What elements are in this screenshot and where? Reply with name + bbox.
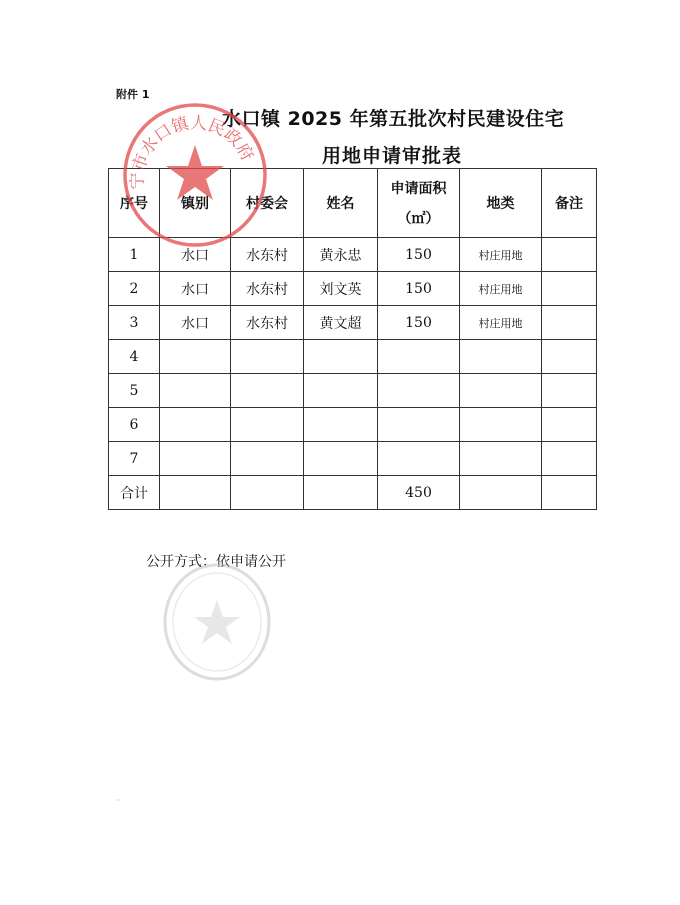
cell-remark <box>542 306 597 340</box>
cell-village <box>231 340 304 374</box>
total-area: 450 <box>378 476 460 510</box>
total-label: 合计 <box>109 476 160 510</box>
cell-area <box>378 442 460 476</box>
cell-no: 5 <box>109 374 160 408</box>
cell-no: 7 <box>109 442 160 476</box>
document-title: 水口镇 2025 年第五批次村民建设住宅 <box>222 108 565 130</box>
table-body <box>109 238 597 510</box>
cell-town: 水口 <box>160 306 231 340</box>
faded-seal <box>160 560 275 685</box>
cell-land <box>460 442 542 476</box>
cell-remark <box>542 442 597 476</box>
cell-town: 水口 <box>160 238 231 272</box>
cell-land <box>460 340 542 374</box>
official-seal <box>120 100 270 250</box>
svg-text:宁市水口镇人民政府: 宁市水口镇人民政府 <box>127 113 258 190</box>
table-row <box>109 408 597 442</box>
cell-town <box>160 442 231 476</box>
cell-area: 150 <box>378 272 460 306</box>
cell-remark <box>542 272 597 306</box>
cell-no: 1 <box>109 238 160 272</box>
cell-remark <box>542 408 597 442</box>
header-no: 序号 <box>109 169 160 238</box>
cell-empty <box>304 476 378 510</box>
cell-land: 村庄用地 <box>460 238 542 272</box>
cell-area <box>378 340 460 374</box>
cell-empty <box>231 476 304 510</box>
cell-land: 村庄用地 <box>460 272 542 306</box>
header-town: 镇别 <box>160 169 231 238</box>
cell-area: 150 <box>378 306 460 340</box>
cell-remark <box>542 374 597 408</box>
header-land: 地类 <box>460 169 542 238</box>
cell-no: 2 <box>109 272 160 306</box>
header-area-label: 申请面积 <box>390 181 447 197</box>
header-area <box>378 169 460 238</box>
disclosure-method: 公开方式：依申请公开 <box>146 554 286 570</box>
cell-area <box>378 374 460 408</box>
cell-name <box>304 442 378 476</box>
table-row <box>109 374 597 408</box>
cell-name: 黄文超 <box>304 306 378 340</box>
header-remark: 备注 <box>542 169 597 238</box>
cell-empty <box>542 476 597 510</box>
table-row <box>109 340 597 374</box>
cell-name: 黄永忠 <box>304 238 378 272</box>
cell-name <box>304 340 378 374</box>
table-row <box>109 442 597 476</box>
cell-land <box>460 374 542 408</box>
cell-empty <box>160 476 231 510</box>
cell-area: 150 <box>378 238 460 272</box>
table-row <box>109 272 597 306</box>
cell-village <box>231 442 304 476</box>
header-village: 村委会 <box>231 169 304 238</box>
cell-name: 刘文英 <box>304 272 378 306</box>
table-row <box>109 306 597 340</box>
cell-no: 3 <box>109 306 160 340</box>
cell-town <box>160 408 231 442</box>
cell-area <box>378 408 460 442</box>
cell-no: 6 <box>109 408 160 442</box>
cell-village <box>231 408 304 442</box>
cell-land <box>460 408 542 442</box>
document-subtitle: 用地申请审批表 <box>322 145 463 167</box>
scan-speck: · <box>117 796 120 805</box>
header-area-unit: （㎡） <box>397 211 440 227</box>
total-row <box>109 476 597 510</box>
cell-town: 水口 <box>160 272 231 306</box>
cell-no: 4 <box>109 340 160 374</box>
cell-empty <box>460 476 542 510</box>
cell-town <box>160 340 231 374</box>
cell-land: 村庄用地 <box>460 306 542 340</box>
cell-town <box>160 374 231 408</box>
cell-remark <box>542 340 597 374</box>
cell-village: 水东村 <box>231 238 304 272</box>
cell-name <box>304 374 378 408</box>
cell-village: 水东村 <box>231 272 304 306</box>
cell-remark <box>542 238 597 272</box>
cell-village: 水东村 <box>231 306 304 340</box>
cell-name <box>304 408 378 442</box>
header-name: 姓名 <box>304 169 378 238</box>
cell-village <box>231 374 304 408</box>
attachment-label: 附件 1 <box>116 88 150 101</box>
